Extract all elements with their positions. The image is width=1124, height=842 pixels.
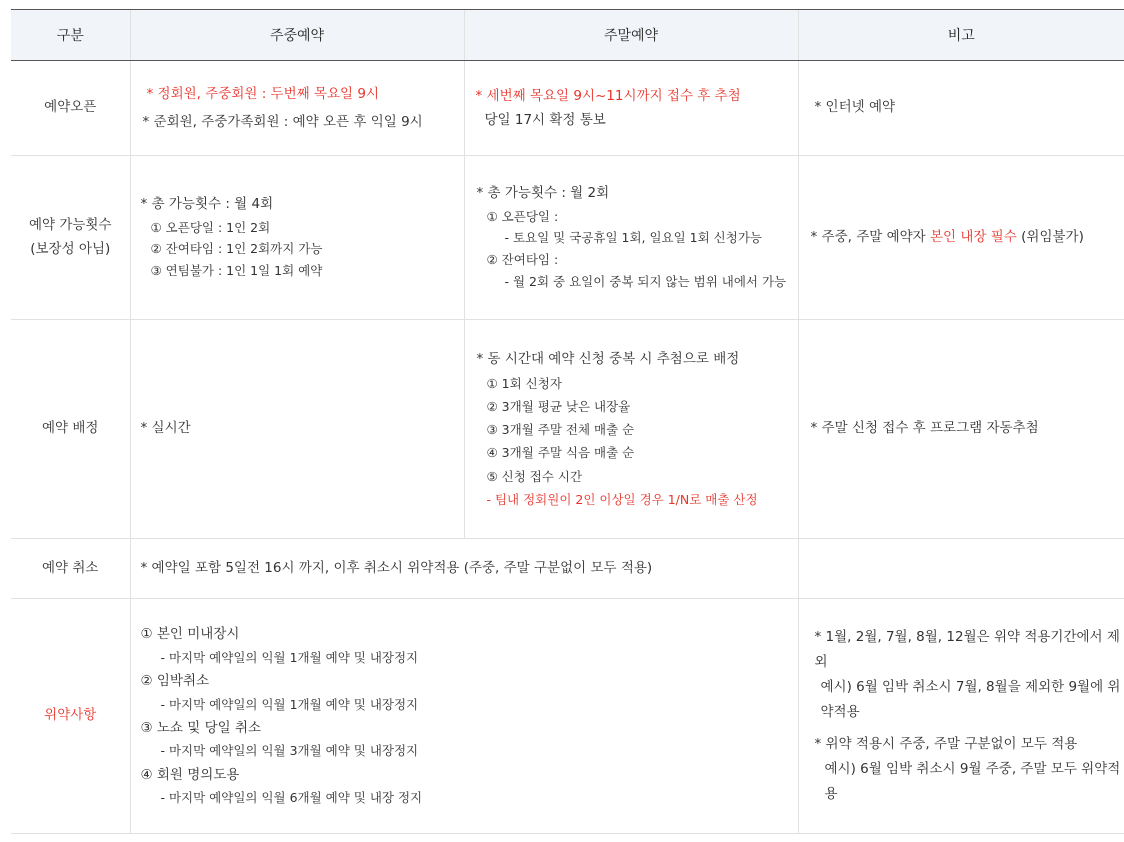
penalty-note-3: * 위약 적용시 주중, 주말 구분없이 모두 적용	[814, 736, 1078, 753]
penalty-note-2: 예시) 6월 임박 취소시 7월, 8월을 제외한 9월에 위약적용	[820, 678, 1121, 720]
open-weekday-line-1: * 정회원, 주중회원 : 두번째 목요일 9시	[146, 86, 379, 103]
count-weekday	[130, 156, 464, 320]
open-weekend-line-2: 당일 17시 확정 통보	[484, 112, 606, 128]
count-weekend-line-5: - 월 2회 중 요일이 중복 되지 않는 범위 내에서 가능	[504, 274, 787, 290]
count-weekday-line-3: ② 잔여타임 : 1인 2회까지 가능	[150, 241, 323, 257]
count-note	[798, 156, 1124, 320]
assign-weekend-line-4: ③ 3개월 주말 전체 매출 순	[486, 422, 635, 438]
open-weekday	[130, 61, 464, 156]
row-cancel	[11, 539, 1124, 599]
assign-weekend-line-1: * 동 시간대 예약 신청 중복 시 추첨으로 배정	[476, 351, 740, 368]
assign-weekend-line-7: - 팀내 정회원이 2인 이상일 경우 1/N로 매출 산정	[486, 491, 758, 507]
row-label: 위약사항	[11, 599, 130, 834]
assign-weekend-line-3: ② 3개월 평균 낮은 내장율	[486, 399, 631, 415]
count-weekend-line-3: - 토요일 및 국공휴일 1회, 일요일 1회 신청가능	[504, 230, 762, 246]
assign-weekday: * 실시간	[130, 320, 464, 539]
reservation-policy-table	[11, 9, 1124, 834]
count-weekend	[464, 156, 798, 320]
open-weekend-line-1: * 세번째 목요일 9시~11시까지 접수 후 추첨	[475, 88, 741, 105]
row-label: 예약 취소	[11, 539, 130, 599]
cancel-content: * 예약일 포함 5일전 16시 까지, 이후 취소시 위약적용 (주중, 주말 구분없이 모두 적용)	[130, 539, 798, 599]
penalty-line-8: - 마지막 예약일의 익월 6개월 예약 및 내장 정지	[160, 790, 423, 806]
penalty-line-4: - 마지막 예약일의 익월 1개월 예약 및 내장정지	[160, 696, 419, 712]
count-weekend-line-1: * 총 가능횟수 : 월 2회	[476, 184, 610, 201]
count-note-pre: * 주중, 주말 예약자	[810, 228, 930, 245]
penalty-line-5: ③ 노쇼 및 당일 취소	[140, 720, 262, 736]
header-category: 구분	[11, 10, 130, 61]
penalty-content	[130, 599, 798, 834]
count-label-1: 예약 가능횟수	[28, 216, 112, 233]
open-note: * 인터넷 예약	[798, 61, 1124, 156]
penalty-line-1: ① 본인 미내장시	[140, 626, 240, 643]
count-weekday-line-4: ③ 연팀불가 : 1인 1일 1회 예약	[150, 263, 323, 279]
row-label	[11, 156, 130, 320]
assign-weekend-line-6: ⑤ 신청 접수 시간	[486, 468, 583, 484]
row-count	[11, 156, 1124, 320]
assign-weekend	[464, 320, 798, 539]
assign-weekend-line-2: ① 1회 신청자	[486, 376, 562, 392]
penalty-note-1: * 1월, 2월, 7월, 8월, 12월은 위약 적용기간에서 제외	[814, 628, 1120, 670]
header-weekday: 주중예약	[130, 10, 464, 61]
open-weekend	[464, 61, 798, 156]
open-weekday-line-2: * 준회원, 주중가족회원 : 예약 오픈 후 익일 9시	[142, 114, 423, 130]
penalty-line-3: ② 임박취소	[140, 673, 210, 690]
cancel-note	[798, 539, 1124, 599]
assign-note: * 주말 신청 접수 후 프로그램 자동추첨	[798, 320, 1124, 539]
row-open	[11, 61, 1124, 156]
penalty-line-6: - 마지막 예약일의 익월 3개월 예약 및 내장정지	[160, 743, 419, 759]
header-weekend: 주말예약	[464, 10, 798, 61]
header-note: 비고	[798, 10, 1124, 61]
row-label: 예약오픈	[11, 61, 130, 156]
count-label-2: (보장성 아님)	[30, 240, 111, 257]
row-penalty	[11, 599, 1124, 834]
penalty-note-4: 예시) 6월 임박 취소시 9월 주중, 주말 모두 위약적용	[824, 761, 1121, 803]
count-weekday-line-1: * 총 가능횟수 : 월 4회	[140, 195, 274, 212]
header-row	[11, 10, 1124, 61]
count-weekend-line-2: ① 오픈당일 :	[486, 208, 559, 224]
penalty-line-7: ④ 회원 명의도용	[140, 766, 240, 783]
count-note-red: 본인 내장 필수	[930, 228, 1017, 245]
count-weekday-line-2: ① 오픈당일 : 1인 2회	[150, 219, 271, 235]
count-note-post: (위임불가)	[1016, 228, 1084, 245]
count-weekend-line-4: ② 잔여타임 :	[486, 252, 559, 268]
assign-weekend-line-5: ④ 3개월 주말 식음 매출 순	[486, 445, 635, 461]
row-assign	[11, 320, 1124, 539]
penalty-line-2: - 마지막 예약일의 익월 1개월 예약 및 내장정지	[160, 649, 419, 665]
row-label: 예약 배정	[11, 320, 130, 539]
penalty-note	[798, 599, 1124, 834]
